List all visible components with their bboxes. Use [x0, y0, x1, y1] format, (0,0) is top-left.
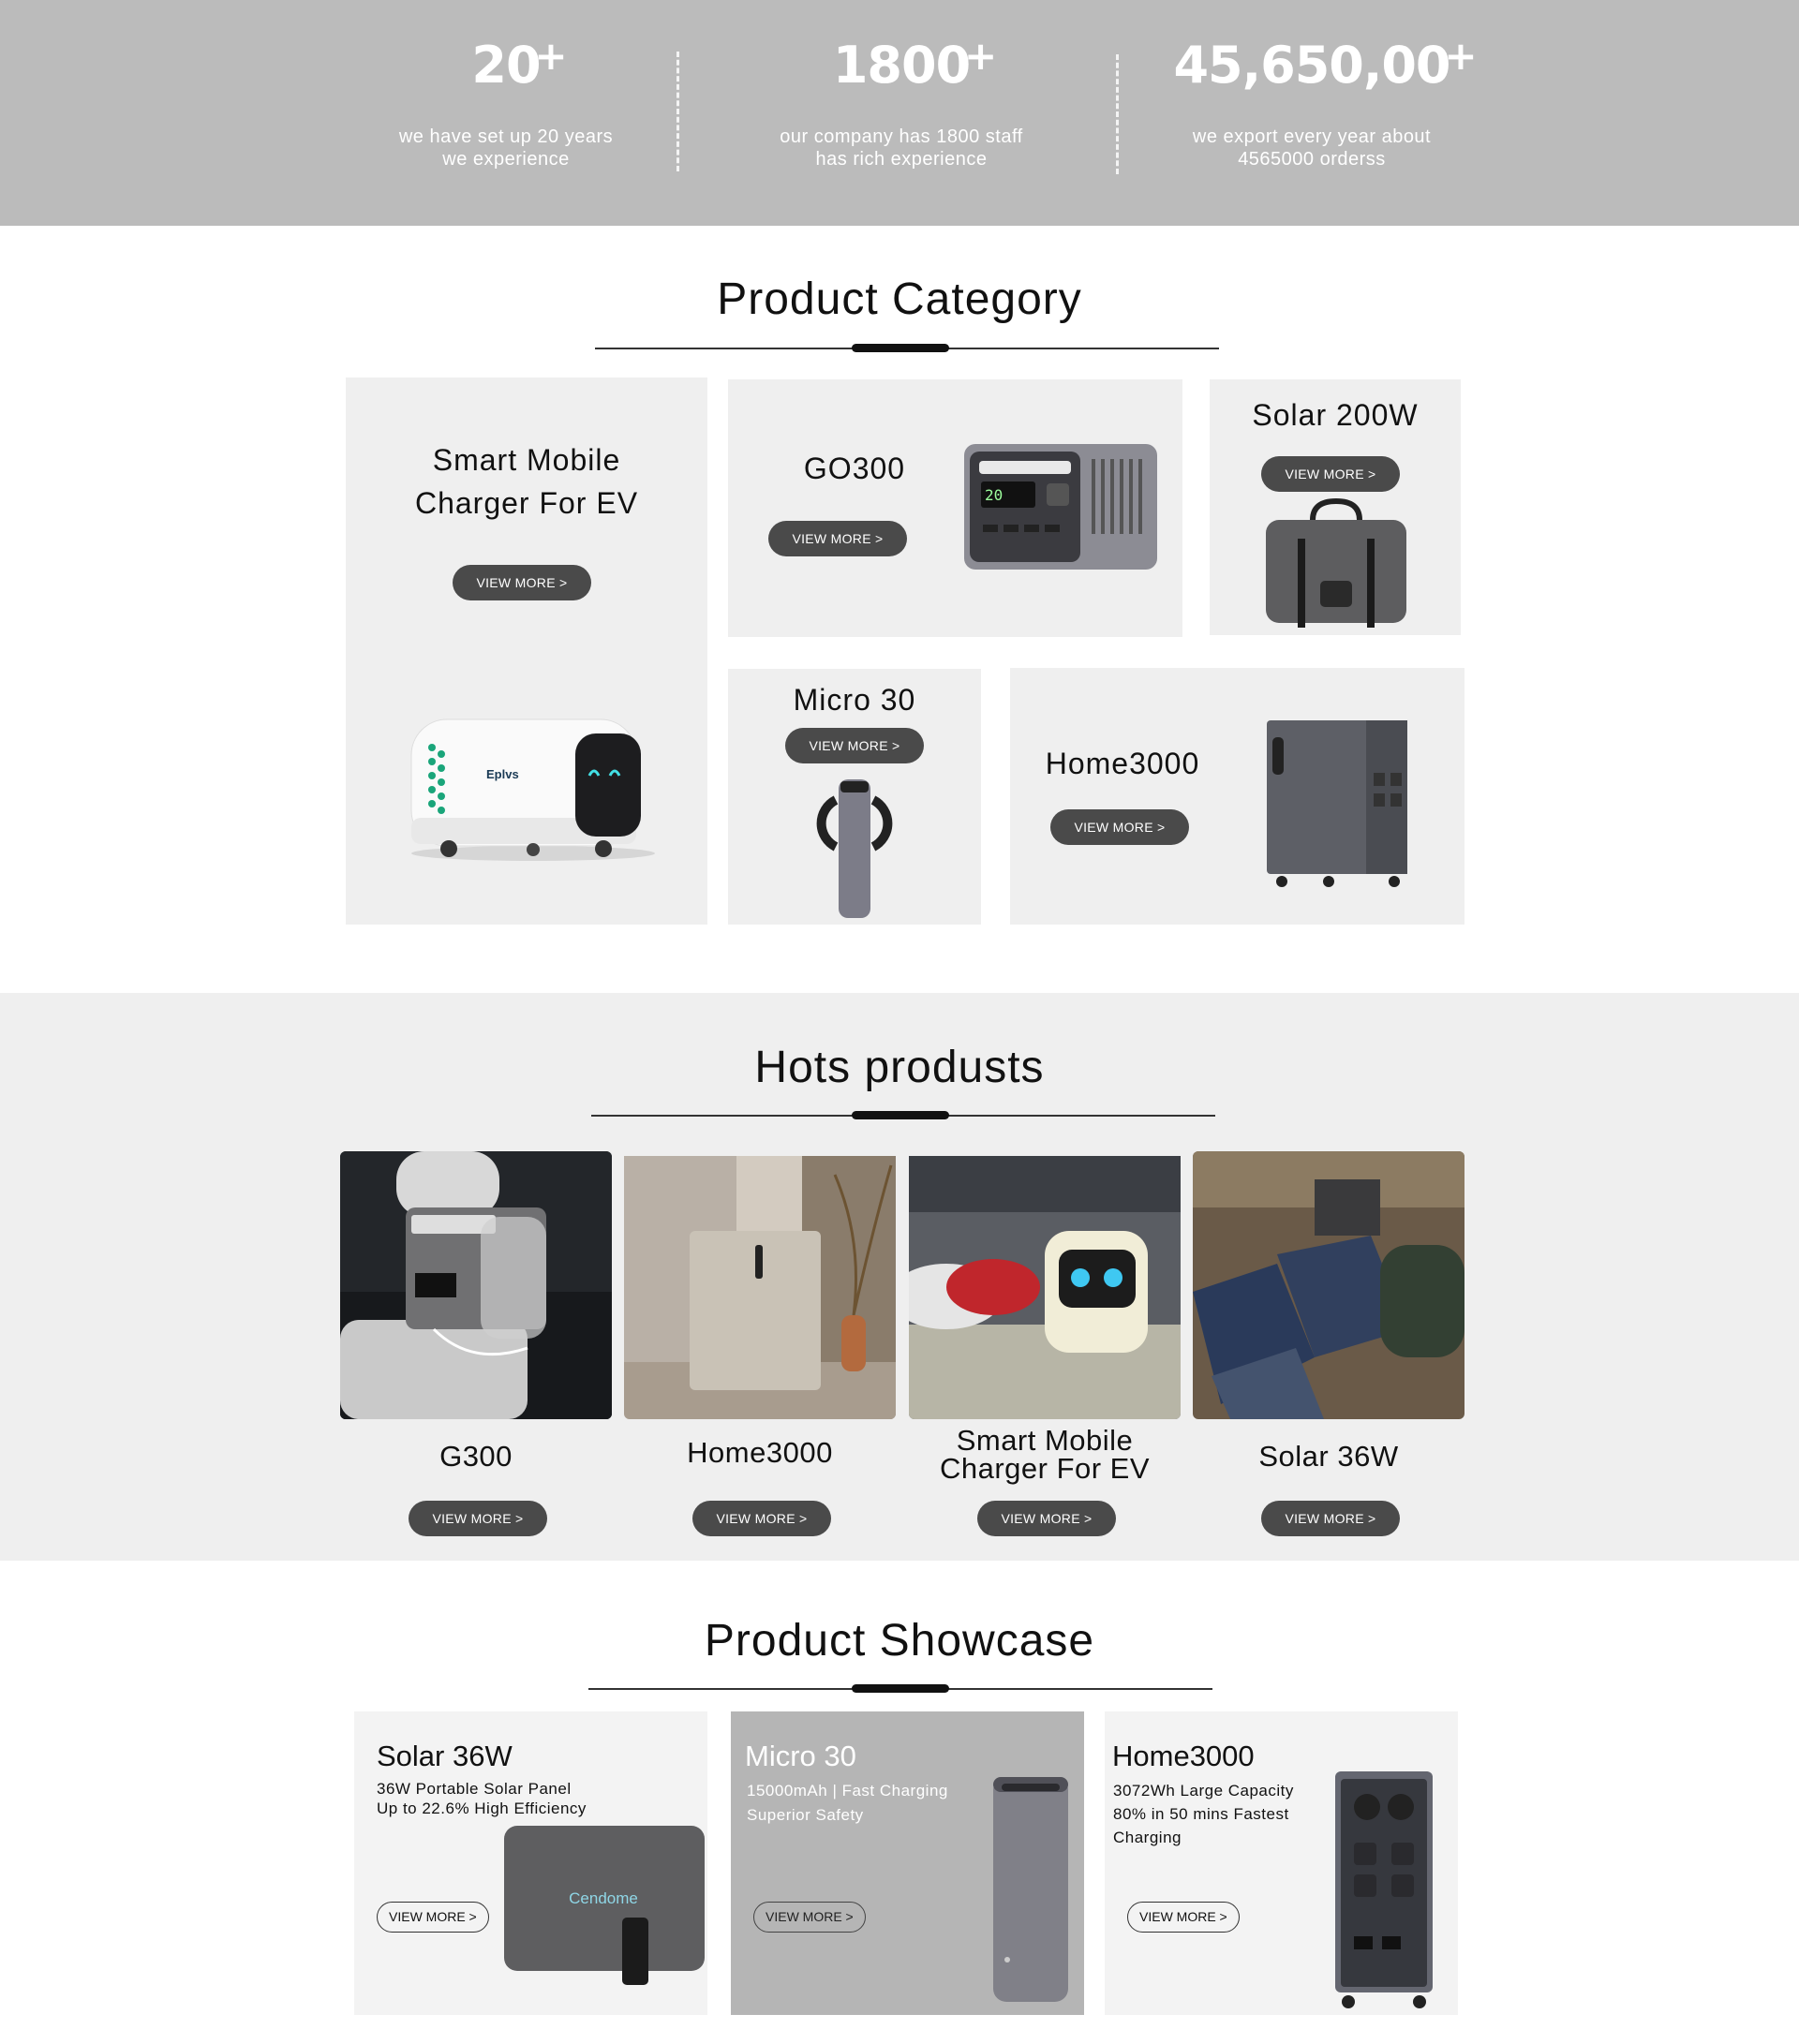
micro-30-power-bank-image [989, 1772, 1073, 2007]
stat-divider [1116, 54, 1119, 174]
showcase-title: Home3000 [1112, 1740, 1255, 1772]
category-card-solar-200w[interactable] [1210, 379, 1461, 635]
stat-orders [1171, 28, 1477, 170]
hot-product-image-ev-charger[interactable] [909, 1156, 1181, 1419]
category-card-home3000[interactable] [1010, 668, 1464, 925]
svg-text:Cendome: Cendome [569, 1889, 638, 1907]
showcase-subtitle: 36W Portable Solar Panel Up to 22.6% High Efficiency [377, 1780, 587, 1817]
home3000-power-station-image [1330, 1768, 1442, 2015]
category-card-go300[interactable] [728, 379, 1182, 637]
showcase-card-solar-36w[interactable] [354, 1711, 707, 2015]
hot-product-name: Home3000 [687, 1436, 833, 1469]
hot-product-image-g300[interactable] [340, 1151, 612, 1419]
title-underline-accent [852, 1111, 949, 1119]
card-title: Solar 200W [1252, 398, 1419, 432]
stat-number: 20 + [471, 33, 567, 95]
go300-power-station-image [960, 440, 1162, 576]
stat-number: 45,650,00 + [1173, 33, 1477, 95]
category-card-ev-charger[interactable] [346, 378, 707, 925]
view-more-button[interactable]: VIEW MORE > [1261, 1501, 1400, 1536]
showcase-subtitle: 15000mAh | Fast Charging Superior Safety [747, 1782, 948, 1824]
section-title-category: Product Category [717, 274, 1082, 324]
section-title-hot: Hots produsts [754, 1043, 1045, 1092]
showcase-subtitle: 3072Wh Large Capacity 80% in 50 mins Fastest Charging [1113, 1782, 1294, 1846]
view-more-button[interactable]: VIEW MORE > [692, 1501, 831, 1536]
hot-product-name: Smart Mobile Charger For EV [939, 1424, 1151, 1485]
solar-panel-folded-image [502, 1824, 707, 1988]
stats-band [0, 0, 1799, 226]
title-underline-accent [852, 344, 949, 352]
showcase-card-home3000[interactable] [1105, 1711, 1458, 2015]
stat-desc: our company has 1800 staff has rich experience [780, 126, 1023, 170]
title-underline-accent [852, 1684, 949, 1693]
stat-years [365, 28, 647, 170]
stat-number: 1800 + [832, 33, 997, 95]
view-more-button[interactable]: VIEW MORE > [1127, 1902, 1240, 1933]
category-card-micro-30[interactable] [728, 669, 981, 925]
solar-200w-bag-image [1256, 496, 1416, 632]
stat-desc: we have set up 20 years we experience [398, 126, 614, 170]
stat-desc: we export every year about 4565000 orderss [1192, 126, 1432, 170]
stat-staff [761, 28, 1042, 170]
view-more-button[interactable]: VIEW MORE > [1050, 809, 1189, 845]
view-more-button[interactable]: VIEW MORE > [977, 1501, 1116, 1536]
hot-product-name: Solar 36W [1258, 1440, 1399, 1473]
ev-charger-robot-image [393, 677, 674, 865]
svg-text:20: 20 [985, 486, 1004, 504]
hot-product-image-solar-36w[interactable] [1193, 1151, 1464, 1419]
hot-product-name: G300 [439, 1440, 513, 1473]
card-title: GO300 [803, 452, 906, 485]
home3000-power-station-image [1263, 717, 1413, 895]
showcase-title: Micro 30 [745, 1740, 856, 1772]
card-title: Smart Mobile Charger For EV [414, 443, 639, 520]
view-more-button[interactable]: VIEW MORE > [409, 1501, 547, 1536]
showcase-card-micro-30[interactable] [731, 1711, 1084, 2015]
view-more-button[interactable]: VIEW MORE > [453, 565, 591, 600]
showcase-title: Solar 36W [377, 1740, 513, 1772]
hot-product-image-home3000[interactable] [624, 1156, 896, 1419]
micro-30-power-bank-image [812, 772, 897, 922]
view-more-button[interactable]: VIEW MORE > [377, 1902, 489, 1933]
stat-divider [676, 52, 679, 171]
card-title: Home3000 [1045, 747, 1200, 780]
svg-text:Eplvs: Eplvs [486, 767, 519, 781]
view-more-button[interactable]: VIEW MORE > [768, 521, 907, 556]
view-more-button[interactable]: VIEW MORE > [753, 1902, 866, 1933]
view-more-button[interactable]: VIEW MORE > [785, 728, 924, 763]
view-more-button[interactable]: VIEW MORE > [1261, 456, 1400, 492]
section-title-showcase: Product Showcase [704, 1616, 1095, 1666]
card-title: Micro 30 [793, 683, 916, 717]
